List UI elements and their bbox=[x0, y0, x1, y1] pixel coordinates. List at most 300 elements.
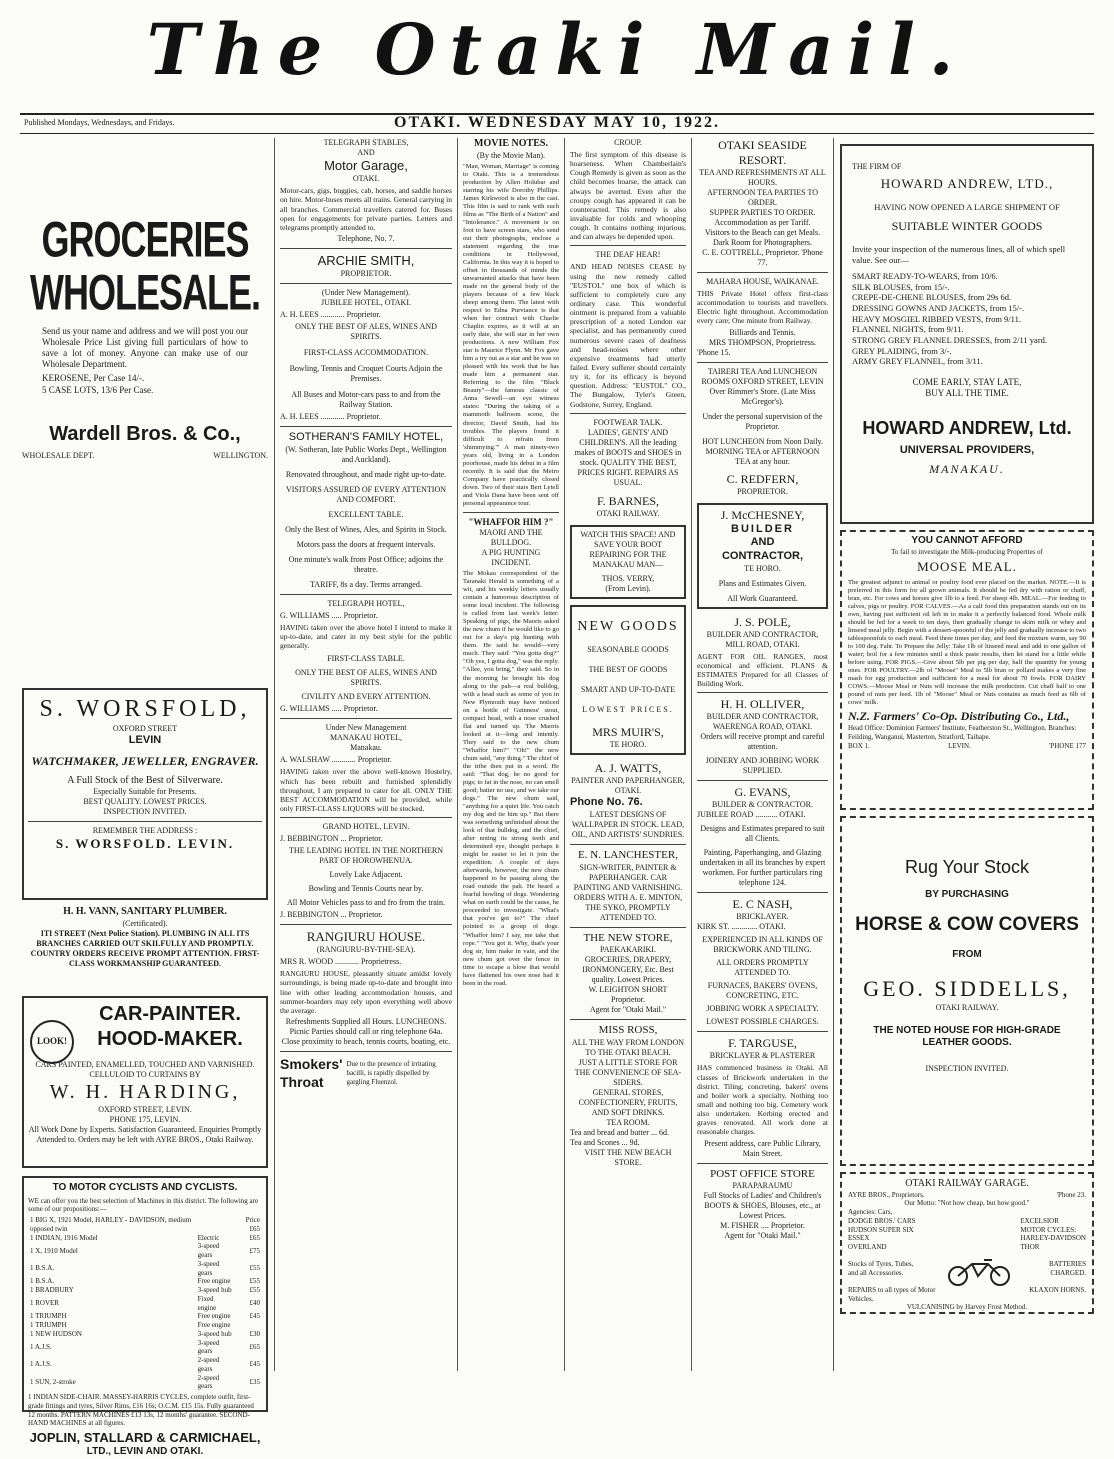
ross-body: ALL THE WAY FROM LONDON TO THE OTAKI BEACH. bbox=[571, 1038, 685, 1058]
motor-cycle-cell: Price £65 bbox=[245, 1216, 260, 1233]
siddells-ad bbox=[840, 816, 1094, 1166]
worsfold-stock: A Full Stock of the Best of Silverware. bbox=[67, 774, 223, 786]
howard-line-item: SMART READY-TO-WEARS, from 10/6. bbox=[852, 271, 998, 282]
howard-manakau: MANAKAU. bbox=[929, 461, 1005, 476]
grand-proprietor: J. BEBBINGTON ... Proprietor. bbox=[280, 834, 383, 844]
whaffor-subtitle: MAORI AND THE BULLDOG. bbox=[479, 528, 543, 548]
motor-cycle-row bbox=[28, 1286, 262, 1295]
rangiuru-picnic: Picnic Parties should call or ring telephone 64a. bbox=[289, 1027, 443, 1037]
motor-cycle-cell: 1 INDIAN, 1916 Model bbox=[30, 1233, 98, 1242]
telegraph-body: HAVING taken over the above hotel I intend to make it up-to-date, and cater in my best style for the public generally. bbox=[280, 622, 452, 651]
barnes-name: F. BARNES, bbox=[596, 493, 660, 508]
universal-providers: UNIVERSAL PROVIDERS, bbox=[899, 443, 1035, 456]
grand-hotel: GRAND HOTEL, LEVIN. bbox=[322, 822, 410, 832]
garage-heading: OTAKI RAILWAY GARAGE. bbox=[905, 1178, 1029, 1189]
garage-cycle-item: THOR bbox=[1020, 1243, 1040, 1251]
evans-painting: Painting, Paperhanging, and Glazing undertaken in all its branches by expert workmen. For further particulars ring telephone 124. bbox=[699, 848, 826, 888]
tairei-under: Under the personal supervision of the Proprietor. bbox=[702, 411, 823, 431]
rangiuru-close: Close proximity to beach, tennis courts, boating, etc. bbox=[281, 1037, 451, 1047]
motor-cycle-cell: £55 bbox=[249, 1286, 260, 1294]
grand-leading: THE LEADING HOTEL IN THE NORTHERN PART OF HOROWHENUA. bbox=[289, 846, 443, 866]
rangiuru-body: RANGIURU HOUSE, pleasantly situate amidst lovely surroundings, is being made up-to-date and brought into line with other leading accommodation houses, and summer-boarders may rely upon everything well above the average. bbox=[280, 969, 452, 1015]
motor-cycle-cell: £55 bbox=[249, 1264, 260, 1273]
garage-ad bbox=[840, 1172, 1094, 1314]
column-3 bbox=[463, 138, 559, 1374]
column-rule bbox=[457, 138, 458, 1371]
verry-town: (From Levin). bbox=[605, 583, 651, 593]
targuse-address: Present address, care Public Library, Main Street. bbox=[704, 1138, 821, 1158]
archie-role: PROPRIETOR. bbox=[340, 269, 392, 279]
evans-name: G. EVANS, bbox=[734, 785, 791, 800]
siddells-name: GEO. SIDDELLS, bbox=[863, 976, 1071, 1002]
telegraph-civility: CIVILITY AND EVERY ATTENTION. bbox=[301, 692, 431, 702]
garage-agencies: Agencies: Cars, bbox=[848, 1208, 893, 1216]
garage-cycle-item: HARLEY-DAVIDSON bbox=[1020, 1234, 1086, 1243]
jubilee-accommodation: FIRST-CLASS ACCOMMODATION. bbox=[303, 348, 429, 358]
motor-cycle-cell: £65 bbox=[249, 1233, 260, 1242]
column-rule bbox=[274, 138, 275, 1371]
manakau-management: Under New Management bbox=[325, 723, 407, 733]
footwear-heading: FOOTWEAR TALK. bbox=[593, 417, 663, 427]
olliver-name: H. H. OLLIVER, bbox=[720, 697, 805, 712]
fisher-name: M. FISHER .... Proprietor. bbox=[720, 1221, 805, 1231]
sotheran-hotel: SOTHERAN'S FAMILY HOTEL, bbox=[288, 431, 444, 444]
masthead bbox=[0, 0, 1114, 110]
motor-cycle-row bbox=[28, 1216, 262, 1234]
motor-cycle-row bbox=[28, 1295, 262, 1313]
targuse-body: HAS commenced business in Otaki. All classes of Brickwork undertaken in the district. Tiling, concreting, bakers' ovens and boiler work a specialty. Nothing too small and nothing too big. Cemetery work also undertaken. Kerbing erected and graves renovated. All work done at reasonable charges. bbox=[697, 1063, 828, 1137]
jubilee-proprietor-2: A. H. LEES ............ Proprietor. bbox=[280, 412, 381, 422]
kerosene-price: KEROSENE, Per Case 14/-. bbox=[42, 373, 145, 384]
garage-klaxon: KLAXON HORNS. bbox=[1029, 1285, 1086, 1294]
garage-batteries: BATTERIES CHARGED. bbox=[1049, 1260, 1086, 1277]
ayre-bros: AYRE BROS., Proprietors. bbox=[848, 1190, 925, 1199]
column-rule bbox=[564, 138, 565, 1371]
motor-cycle-cell: Free engine bbox=[197, 1277, 231, 1286]
verry-name: THOS. VERRY, bbox=[601, 573, 655, 583]
resort-line-4: Visitors to the Beach can get Meals. Dark Room for Photographers. bbox=[704, 228, 821, 247]
targuse-trade: BRICKLAYER & PLASTERER bbox=[709, 1051, 816, 1061]
sotheran-body: Renovated throughout, and made right up-to-date. bbox=[285, 469, 447, 479]
moose-body: The greatest adjunct to animal or poultry food ever placed on the market. NOTE.—It is preferred in this form for all grown animals. It should be fed dry with ration or chaff, bran, etc. For cows and horses give 1lb to a feed. For sheep 4lb. MEAL.—For feeding to calves, pigs or poultry. FOR CALVES.—As a calf food this preparation stands out on its own, having just sufficient oil left in to make it a perfectly balanced food. Whole milk should be fed for a week to ten days, then gradually change to skim milk or whey and linseed meal jelly. Begin with a dessert-spoonful of the jelly and gradually increase to two tablespoonfuls to each meal. Feed three times per day, and feed the mixture warm, say 90 to 100 deg. Fahr. To Prepare the Jelly: Take 1lb of linseed meal and add to one gallon of water; boil for a few minutes until a thick paste results, then let stand for a little while before using. FOR PIGS.—Give about 5lb per pig per day, half the quantity for young ones. FOR POULTRY.—2lb of "Moose" Meal to 5lb bran or pollard makes a very fine mash for egg production and sufficient for a meal for about 70 fowls. FOR DAIRY COWS.—Moose Meal or Nuts will increase the milk production. Cut chaff half to one pound of nuts per feed. 1lb of "Moose" Meal or Nuts contains as much feed as 6lb of cows' milk. bbox=[848, 578, 1086, 706]
lanchester-body: ORDERS WITH A. E. MINTON, THE SYKO, PROMPTLY ATTENDED TO. bbox=[573, 892, 683, 922]
nash-furnaces: FURNACES, BAKERS' OVENS, CONCRETING, ETC. bbox=[707, 981, 818, 1001]
motor-cycle-extra: 1 INDIAN SIDE-CHAIR. MASSEY-HARRIS CYCLES, complete outfit, first-grade fittings and tyres, Silver Rims, £16 16s; O.C.M. £15 15s. Fully guaranteed 12 months. PATTERN MACHINES £13 13s, 12 months' guarantee. SECOND-HAND MACHINES at all figures. bbox=[28, 1393, 254, 1428]
new-store-name: THE NEW STORE, bbox=[583, 931, 673, 944]
olliver-body: Orders will receive prompt and careful attention. bbox=[700, 732, 825, 752]
watts-trade: PAINTER AND PAPERHANGER, OTAKI. bbox=[571, 776, 685, 796]
howard-line-item: FLANNEL NIGHTS, from 9/11. bbox=[852, 324, 964, 335]
mchesney-trade-2: AND bbox=[750, 536, 775, 549]
worsfold-trade: WATCHMAKER, JEWELLER, ENGRAVER. bbox=[31, 753, 259, 768]
manakau-hotel: MANAKAU HOTEL, bbox=[330, 733, 402, 743]
worsfold-presents: Especially Suitable for Presents. bbox=[93, 787, 197, 797]
garage-cycle-item: MOTOR CYCLES: bbox=[1020, 1225, 1077, 1234]
howard-name: HOWARD ANDREW, LTD., bbox=[880, 176, 1054, 191]
motor-cycle-cell: 1 TRIUMPH bbox=[30, 1321, 67, 1329]
deaf-heading: THE DEAF HEAR! bbox=[595, 250, 661, 260]
smokers-body: Due to the presence of irritating bacilli, is rapidly dispelled by gargling Fluenzol. bbox=[346, 1060, 436, 1086]
jubilee-body: ONLY THE BEST OF ALES, WINES AND SPIRITS. bbox=[295, 322, 437, 342]
movie-notes-byline: (By the Movie Man). bbox=[477, 150, 545, 160]
moose-heading: MOOSE MEAL. bbox=[917, 559, 1017, 575]
harding-name: W. H. HARDING, bbox=[49, 1081, 241, 1103]
jubilee-buses: All Buses and Motor-cars pass to and from the Railway Station. bbox=[291, 390, 441, 410]
redfern-role: PROPRIETOR. bbox=[737, 486, 788, 496]
resort-line-3: SUPPER PARTIES TO ORDER. Accommodation as per Tariff. bbox=[709, 208, 816, 227]
motor-cycle-cell: Free engine bbox=[197, 1312, 231, 1321]
motor-cycle-cell: £45 bbox=[249, 1360, 260, 1369]
motor-cycle-row bbox=[28, 1234, 262, 1243]
new-store-town: PAEKAKARIKI. bbox=[600, 945, 656, 955]
motor-cycle-cell: £30 bbox=[249, 1329, 260, 1338]
rangiuru-proprietress: MRS R. WOOD ............ Proprietress. bbox=[280, 957, 402, 967]
leighton-name: W. LEIGHTON SHORT bbox=[588, 985, 668, 995]
howard-line-item: ARMY GREY FLANNEL, from 3/11. bbox=[852, 356, 983, 367]
motor-cycle-cell: £55 bbox=[249, 1277, 260, 1286]
worsfold-ad bbox=[22, 688, 268, 900]
cottrell: C. E. COTTRELL, Proprietor. 'Phone 77. bbox=[702, 248, 823, 267]
motor-cycle-cell: 1 A.J.S. bbox=[30, 1342, 52, 1351]
vann-cert: (Certificated). bbox=[122, 918, 168, 928]
manakau-proprietor: A. WALSHAW ............ Proprietor. bbox=[280, 755, 392, 765]
telegraph-ales: ONLY THE BEST OF ALES, WINES AND SPIRITS. bbox=[295, 668, 437, 688]
mchesney-name: J. McCHESNEY, bbox=[720, 507, 805, 522]
barnes-address: OTAKI RAILWAY. bbox=[596, 508, 660, 518]
groceries-title: GROCERIES bbox=[41, 210, 249, 268]
motorcycle-icon bbox=[944, 1252, 1014, 1286]
column-rule bbox=[691, 138, 692, 1371]
telegraph-table: FIRST-CLASS TABLE. bbox=[327, 654, 405, 664]
mahara-billiards: Billiards and Tennis. bbox=[729, 327, 796, 337]
sotheran-walk: One minute's walk from Post Office; adjoins the theatre. bbox=[288, 554, 444, 574]
motor-cycle-cell: £35 bbox=[249, 1377, 260, 1386]
watts-body: LATEST DESIGNS OF WALLPAPER IN STOCK. LEAD, OIL, AND ARTISTS' SUNDRIES. bbox=[571, 809, 685, 839]
motor-cycle-row bbox=[28, 1277, 262, 1286]
pole-body: AGENT FOR OIL RANGES, most economical and efficient. PLANS & ESTIMATES Prepared for all Classes of Building Work. bbox=[697, 651, 828, 689]
worsfold-invite: INSPECTION INVITED. bbox=[103, 807, 187, 817]
nash-orders: ALL ORDERS PROMPTLY ATTENDED TO. bbox=[716, 958, 809, 978]
farmers-box: BOX 1. bbox=[848, 741, 870, 750]
howard-line-item: STRONG GREY FLANNEL DRESSES, from 2/11 yard. bbox=[852, 334, 1048, 345]
motor-cycle-cell: £40 bbox=[249, 1299, 260, 1308]
sotheran-owner: (W. Sotheran, late Public Works Dept., Wellington and Auckland). bbox=[285, 444, 447, 464]
new-goods-line-3: SMART AND UP-TO-DATE bbox=[580, 685, 676, 695]
olliver-trade: BUILDER AND CONTRACTOR, WAERENGA ROAD, OTAKI. bbox=[706, 712, 819, 732]
lanchester-trade: SIGN-WRITER, PAINTER & PAPERHANGER. CAR PAINTING AND VARNISHING. bbox=[573, 862, 683, 892]
having-opened: HAVING NOW OPENED A LARGE SHIPMENT OF bbox=[874, 202, 1060, 213]
rangiuru-house: RANGIURU HOUSE. bbox=[306, 929, 426, 945]
resort-line-2: AFTERNOON TEA PARTIES TO ORDER. bbox=[706, 188, 819, 207]
movie-notes-heading: MOVIE NOTES. bbox=[474, 138, 548, 149]
farmers-office: Head Office: Dominion Farmers' Institute, Featherston St., Wellington. Branches: Feilding, Wanganui, Masterton, Stratford, Taihape. bbox=[848, 724, 1077, 741]
motor-cycle-row bbox=[28, 1356, 262, 1374]
nash-name: E. C NASH, bbox=[732, 897, 793, 912]
garage-vulcanising: VULCANISING by Harvey Frost Method. bbox=[906, 1303, 1028, 1312]
wardell-bros: Wardell Bros. & Co., bbox=[49, 422, 241, 445]
deaf-text: AND HEAD NOISES CEASE by using the new remedy called "EUSTOL" one box of which is sufficient to completely cure any ordinary case. This wonderful ointment is prepared from a valuable prescription of a noted London ear specialist, and has permanently cured numerous severe cases of deafness and head-noises where other expensive treatments had utterly failed. Every sufferer should certainly try it, for its efficacy is beyond question. Address: "EUSTOL" CO., The Bungalow, Tyler's Green, Godstone, Surrey, England. bbox=[570, 262, 686, 409]
from-label: FROM bbox=[952, 948, 982, 960]
motor-cycle-cell: 1 B.S.A. bbox=[30, 1277, 55, 1286]
redfern-name: C. REDFERN, bbox=[726, 471, 799, 486]
watch-text: WATCH THIS SPACE! AND SAVE YOUR BOOT REPAIRING FOR THE MANAKAU MAN— bbox=[580, 529, 676, 569]
motor-garage: Motor Garage, bbox=[324, 158, 408, 173]
garage-car-item: ESSEX bbox=[848, 1234, 870, 1243]
howard-big: HOWARD ANDREW, Ltd. bbox=[862, 418, 1072, 439]
column-rule bbox=[833, 138, 834, 1371]
tairei-rooms: TAIRERI TEA And LUNCHEON ROOMS OXFORD STREET, LEVIN Over Rimmer's Store. (Late Miss McGregor's). bbox=[701, 366, 824, 406]
muirs-name: MRS MUIR'S, bbox=[592, 725, 664, 740]
garage-motto: Our Motto: "Not how cheap, but how good." bbox=[904, 1199, 1030, 1208]
motor-cycle-cell: £45 bbox=[249, 1312, 260, 1321]
muirs-ad bbox=[570, 605, 686, 756]
harding-ad bbox=[22, 996, 268, 1168]
post-office-body: Full Stocks of Ladies' and Children's BOOTS & SHOES, Blouses, etc., at Lowest Prices. bbox=[703, 1191, 822, 1221]
nash-jobbing: JOBBING WORK A SPECIALTY. bbox=[706, 1004, 819, 1014]
issue-date: OTAKI. WEDNESDAY MAY 10, 1922. bbox=[394, 114, 720, 131]
telegraph-stables: TELEGRAPH STABLES, bbox=[323, 138, 409, 147]
lanchester-name: E. N. LANCHESTER, bbox=[578, 848, 678, 861]
manakau-town: Manakau. bbox=[350, 743, 382, 753]
footwear-text: LADIES', GENTS' AND CHILDREN'S. All the leading makes of BOOTS and SHOES in stock. QUALITY THE BEST, PRICES RIGHT. REPAIRS AS USUAL. bbox=[574, 427, 682, 487]
nash-lowest: LOWEST POSSIBLE CHARGES. bbox=[706, 1017, 819, 1027]
joplin-name: JOPLIN, STALLARD & CARMICHAEL, bbox=[29, 1430, 261, 1445]
pole-trade: BUILDER AND CONTRACTOR, MILL ROAD, OTAKI. bbox=[706, 629, 819, 649]
motor-cycle-intro: WE can offer you the best selection of Machines in this district. The following are some of our propositions:— bbox=[28, 1196, 259, 1214]
mchesney-work: All Work Guaranteed. bbox=[727, 593, 798, 603]
garage-tyres: Stocks of Tyres, Tubes, and all Accessories. bbox=[848, 1260, 914, 1277]
wardell-town: WELLINGTON. bbox=[213, 450, 268, 460]
column-1 bbox=[22, 138, 268, 1458]
motor-cycle-row bbox=[28, 1321, 262, 1330]
mchesney-town: TE HORO. bbox=[744, 563, 781, 573]
verry-ad bbox=[570, 525, 686, 599]
grand-bowling: Bowling and Tennis Courts near by. bbox=[308, 884, 424, 894]
harding-phone: PHONE 175, LEVIN. bbox=[109, 1115, 181, 1124]
winter-goods: SUITABLE WINTER GOODS bbox=[891, 218, 1043, 233]
leighton-agent: Agent for "Otaki Mail." bbox=[589, 1005, 667, 1015]
motor-cycle-cell: 3-speed gears bbox=[197, 1242, 220, 1259]
telegraph-proprietor: G. WILLIAMS ..... Proprietor. bbox=[280, 610, 378, 620]
new-goods-line-4: LOWEST PRICES. bbox=[582, 705, 674, 715]
whaffor-text: The Mokau correspondent of the Taranaki Herald is something of a wit, and his weekly letters usually contain a humorous description of some local incident. The following is culled from last week's letter: Speaking of pigs, the Maoris asked the new chum if he would like to go out for a day's pig hunting with them. He said he would—very much. They said: "You gotta dog?" "Oh yes, I gotta dog," was the reply. "Allee, you bring," they said. So in the morning he brought his dog along to the pah—a real bulldog, with a head such as some of you in New Plymouth may have noticed on a bottle of Guinness' stout, compact head, with a nose crushed flat and turned up. The Maoris looked at it—long and intently. They said to the new chum "Whaffor him?" "Oh!" the new chum said, "any thing." The chief of the tribe then put in a word. He said: "That dog, he no good for pigs; to fat in the nose, no can smell good; batter no use, and we take our dogs." The new chum said, "anything for a quiet life. You catch my dog and tie him up." But there was something unfinished about the look of that bulldog, and the chief, after noting its strong teeth and determined eye, thought perhaps it might be easier to let it join the expedition. A couple of days afterwards, however, the new chum happened to be passing along the road outside the pah. He heard a fearful howling of dogs. Wondering what on earth could be the cause, he proceeded to investigate. "What's that you've got to?" The chief pointed to a group of dogs. "Whaffor him? I say, me take that rope." "You got it. Why, that's your dog sir, him make in vain, and the new chum got over the fence in time to escape a blow that would have flattened his own nose had it been in the road. bbox=[463, 570, 559, 987]
garage-cycle-item: EXCELSIOR bbox=[1020, 1216, 1059, 1225]
motor-cycle-heading: TO MOTOR CYCLISTS AND CYCLISTS. bbox=[52, 1182, 238, 1193]
wardell-dept: WHOLESALE DEPT. bbox=[22, 450, 95, 460]
column-6 bbox=[840, 138, 1094, 1374]
cannot-afford-2: To fail to investigate the Milk-producing Properties of bbox=[891, 547, 1043, 556]
vann-body: ITI STREET (Next Police Station). PLUMBING IN ALL ITS BRANCHES CARRIED OUT SKILFULLY AND PROMPTLY. COUNTRY ORDERS RECEIVE PROMPT ATTENTION. FIRST-CLASS WORKMANSHIP GUARANTEED. bbox=[30, 928, 260, 968]
garage-car-item: HUDSON SUPER SIX bbox=[848, 1225, 914, 1234]
motor-cycle-cell: 2-speed gears bbox=[197, 1356, 220, 1373]
sotheran-motors: Motors pass the doors at frequent intervals. bbox=[296, 539, 436, 549]
garage-repairs: REPAIRS to all types of Motor Vehicles. bbox=[848, 1285, 936, 1303]
worsfold-signature: S. WORSFOLD. LEVIN. bbox=[55, 836, 235, 852]
jubilee-hotel: JUBILEE HOTEL, OTAKI. bbox=[320, 298, 411, 308]
rangiuru-subtitle: (RANGIURU-BY-THE-SEA). bbox=[316, 945, 416, 955]
rangiuru-refreshments: Refreshments Supplied all Hours. LUNCHEONS. bbox=[285, 1017, 447, 1027]
howard-line-item: CREPE-DE-CHENE BLOUSES, from 29s 6d. bbox=[852, 292, 1012, 303]
kerosene-bulk-price: 5 CASE LOTS, 13/6 Per Case. bbox=[42, 384, 154, 395]
motor-cycle-cell: 1 BIG X, 1921 Model, HARLEY - DAVIDSON, medium opposed twin bbox=[30, 1216, 192, 1233]
motor-cycle-cell: 3-speed gears bbox=[197, 1338, 220, 1356]
garage-cycles-list bbox=[1020, 1217, 1086, 1252]
nash-street: KIRK ST. ............. OTAKI. bbox=[697, 922, 786, 932]
post-office-store: POST OFFICE STORE bbox=[710, 1167, 815, 1180]
pole-name: J. S. POLE, bbox=[734, 614, 791, 629]
ross-name: MISS ROSS, bbox=[598, 1024, 658, 1037]
publication-days: Published Mondays, Wednesdays, and Fridays. bbox=[24, 118, 175, 127]
fisher-agent: Agent for "Otaki Mail." bbox=[724, 1231, 801, 1241]
leighton-role: Proprietor. bbox=[611, 995, 645, 1005]
farmers-coop: N.Z. Farmers' Co-Op. Distributing Co., Ltd., bbox=[848, 709, 1070, 723]
car-painter-heading: CAR-PAINTER. bbox=[99, 1003, 241, 1025]
groceries-body: Send us your name and address and we will post you our Wholesale Price List giving full particulars of how to save a lot of money. Anyone can make use of our Wholesale Department. bbox=[42, 325, 248, 369]
howard-lines bbox=[852, 271, 1082, 367]
harding-body: All Work Done by Experts. Satisfaction Guaranteed. Enquiries Promptly Attended to. Orders may be left with AYRE BROS., Otaki Railway. bbox=[28, 1125, 262, 1144]
motor-cycle-cell: 1 BRADBURY bbox=[30, 1286, 74, 1294]
resort-heading: OTAKI SEASIDE RESORT. bbox=[718, 138, 807, 167]
resort-line-1: TEA AND REFRESHMENTS AT ALL HOURS. bbox=[699, 168, 826, 187]
howard-line-item: HEAVY MOSGIEL RIBBED VESTS, from 9/11. bbox=[852, 313, 1021, 324]
ross-tea-2: Tea and Scones ... 9d. bbox=[570, 1138, 640, 1148]
motor-cycle-cell: 1 X, 1910 Model bbox=[30, 1246, 78, 1255]
howard-andrew-ad bbox=[840, 144, 1094, 524]
moose-meal-ad bbox=[840, 530, 1094, 810]
ross-tea-room: TEA ROOM. bbox=[606, 1118, 650, 1128]
motor-cycle-cell: 1 A.J.S. bbox=[30, 1360, 52, 1369]
dateline bbox=[20, 113, 1094, 134]
movie-notes-text: "Man, Woman, Marriage" is coming to Otaki. This is a tremendous production by Allen Holubar and starring his wife Dorothy Phillips. James Kirkwood is also in the cast. This film is said to rank with such films as "The Birth of a Nation" and "Intolerance." A movement is on foot to have screen stars, who send out their photographs, enclose a statement regarding the true conditions in Hollywood, California. In this way it is hoped to offset in thousands of minds the unwarranted attacks that have been made on the general body of the players because of a few black sheep among them. The latest with respect to Edna Purviance is that when her contract with Charlie Chaplin expires, as it will at an early date, she will star in her own productions. A new William Fox star is Maurice Flynn. Mr Fox gave him a try out as a star and he was so pleased with his work that he has made him a permanent star. Referring to the film "Black Beauty"—the famous classic of Anna Sewell—an eye witness states: "During the taking of a mammoth ballroom scene, the director, David Smith, had his troubles. The players found it difficult to refrain from 'shimmying.'" A man ninety-two years old, living in a London poorhouse, made his debut in a film recently. It is said that the Metro Company have practically closed down. Two of their stars Bert Lytell and Viola Dana have been sent off personal appearance tour. bbox=[463, 162, 559, 507]
motor-cycle-cell: £65 bbox=[249, 1342, 260, 1351]
ross-tea-1: Tea and bread and butter ... 6d. bbox=[570, 1128, 669, 1138]
evans-road: JUBILEE ROAD ........... OTAKI. bbox=[697, 810, 806, 820]
post-office-town: PARAPARAUMU bbox=[732, 1181, 793, 1191]
evans-body: Designs and Estimates prepared to suit all Clients. bbox=[700, 824, 825, 844]
ross-store: JUST A LITTLE STORE FOR THE CONVENIENCE OF SEA-SIDERS. bbox=[574, 1058, 682, 1088]
whaffor-heading: "WHAFFOR HIM ?" bbox=[468, 516, 554, 527]
invite-text: Invite your inspection of the numerous lines, all of which spell value. See our— bbox=[852, 243, 1066, 265]
mahara-phone: 'Phone 15. bbox=[697, 347, 731, 357]
ayre-phone: 'Phone 23. bbox=[1056, 1190, 1086, 1199]
worsfold-name: S. WORSFOLD, bbox=[39, 696, 251, 722]
mchesney-ad bbox=[697, 503, 828, 609]
motor-cycle-table bbox=[28, 1216, 262, 1391]
grand-lake: Lovely Lake Adjacent. bbox=[329, 870, 403, 880]
motor-cycle-row bbox=[28, 1242, 262, 1260]
sotheran-tariff: TARIFF, 8s a day. Terms arranged. bbox=[310, 579, 422, 589]
garage-car-item: DODGE BROS.' CARS bbox=[848, 1216, 916, 1225]
garage-car-item: OVERLAND bbox=[848, 1243, 887, 1251]
worsfold-remember: REMEMBER THE ADDRESS : bbox=[92, 826, 198, 836]
howard-line-item: SILK BLOUSES, from 15/-. bbox=[852, 281, 950, 292]
sotheran-visitors: VISITORS ASSURED OF EVERY ATTENTION AND COMFORT. bbox=[285, 484, 446, 504]
motor-cycle-cell: 1 SUN, 2-stroke bbox=[30, 1377, 76, 1386]
croup-text: The first symptom of this disease is hoarseness. When Chamberlain's Cough Remedy is given as soon as the child becomes hoarse, the attack can always be averted. Even after the croupy cough has appeared it can be counteracted. This remedy is also invaluable for colds and whooping cough. It contains nothing injurious, and can always be depended upon. bbox=[570, 150, 686, 242]
muirs-town: TE HORO. bbox=[609, 740, 647, 750]
motor-cycle-row bbox=[28, 1374, 262, 1392]
archie-smith: ARCHIE SMITH, bbox=[317, 252, 415, 268]
motor-cycle-cell: £75 bbox=[249, 1246, 260, 1255]
evans-trade: BUILDER & CONTRACTOR. bbox=[712, 800, 813, 810]
motor-cycle-cell: 1 B.S.A. bbox=[30, 1264, 55, 1273]
motor-cycle-row bbox=[28, 1330, 262, 1339]
motor-cycle-row bbox=[28, 1312, 262, 1321]
jubilee-management: (Under New Management). bbox=[321, 288, 411, 298]
motor-cycle-cell: 1 TRIUMPH bbox=[30, 1312, 67, 1321]
firm-of: THE FIRM OF bbox=[852, 162, 902, 171]
horse-cow-covers: HORSE & COW COVERS bbox=[855, 914, 1079, 935]
motor-cycle-cell: Free engine bbox=[197, 1321, 231, 1329]
noted-house: THE NOTED HOUSE FOR HIGH-GRADE LEATHER GOODS. bbox=[873, 1024, 1061, 1049]
ross-visit: VISIT THE NEW BEACH STORE. bbox=[584, 1148, 672, 1168]
come-early: COME EARLY, STAY LATE, bbox=[912, 376, 1022, 387]
nash-body: EXPERIENCED IN ALL KINDS OF BRICKWORK AND TILING. bbox=[702, 935, 823, 955]
joplin-towns: LTD., LEVIN AND OTAKI. bbox=[86, 1446, 204, 1458]
new-store-body: GROCERIES, DRAPERY, IRONMONGERY, Etc. Best quality. Lowest Prices. bbox=[582, 955, 674, 985]
telegraph-proprietor-2: G. WILLIAMS ..... Proprietor. bbox=[280, 704, 378, 714]
sotheran-table: EXCELLENT TABLE. bbox=[328, 509, 404, 519]
and-label: AND bbox=[357, 148, 375, 157]
otaki-label: OTAKI. bbox=[352, 174, 380, 184]
whaffor-subtitle-2: A PIG HUNTING INCIDENT. bbox=[481, 548, 541, 568]
newspaper-title: The Otaki Mail. bbox=[146, 8, 968, 91]
motor-cycle-row bbox=[28, 1339, 262, 1357]
column-2 bbox=[280, 138, 452, 1374]
grand-vehicles: All Motor Vehicles pass to and fro from the train. bbox=[286, 898, 446, 908]
howard-line-item: GREY PLAIDING, from 3/-. bbox=[852, 345, 952, 356]
groceries-ad bbox=[22, 210, 268, 588]
new-goods-line-2: THE BEST OF GOODS bbox=[588, 665, 668, 675]
motor-cycle-cell: Fixed engine bbox=[197, 1294, 217, 1312]
wholesale-title: WHOLESALE. bbox=[30, 262, 260, 321]
column-4 bbox=[570, 138, 686, 1374]
mahara-proprietress: MRS THOMPSON, Proprietress. bbox=[709, 337, 816, 347]
farmers-phone: 'PHONE 177 bbox=[1049, 741, 1086, 750]
watts-phone: Phone No. 76. bbox=[570, 796, 643, 809]
motor-cycle-row bbox=[28, 1260, 262, 1278]
motor-cycle-cell: 3-speed hub bbox=[197, 1286, 232, 1294]
telegraph-hotel: TELEGRAPH HOTEL, bbox=[327, 598, 405, 608]
mahara-house: MAHARA HOUSE, WAIKANAE. bbox=[706, 277, 819, 286]
smokers-throat: Smokers' Throat bbox=[280, 1056, 343, 1090]
manakau-body: HAVING taken over the above well-known Hostelry, which has been rebuilt and furnished splendidly throughout, I am prepared to cater for all. ONLY THE BEST ACCOMMODATION will be provided, while only FIRST-CLASS LIQUORS will be stocked. bbox=[280, 767, 452, 813]
stables-telephone: Telephone, No. 7. bbox=[337, 233, 395, 243]
motor-cycle-cell bbox=[196, 1216, 235, 1234]
mahara-body: THIS Private Hotel offers first-class accommodation to tourists and travellers. Electric light throughout. Accommodation every care; One minute from Railway. bbox=[697, 289, 828, 326]
vann-ad bbox=[22, 906, 268, 990]
buy-all: BUY ALL THE TIME. bbox=[925, 388, 1009, 398]
targuse-name: F. TARGUSE, bbox=[728, 1036, 797, 1051]
tairei-hot: HOT LUNCHEON from Noon Daily. MORNING TEA or AFTERNOON TEA at any hour. bbox=[702, 436, 823, 466]
farmers-town: LEVIN. bbox=[948, 741, 971, 750]
motor-cycle-cell bbox=[234, 1321, 262, 1330]
nash-trade: BRICKLAYER. bbox=[736, 912, 789, 922]
ross-goods: GENERAL STORES, CONFECTIONERY, FRUITS, AND SOFT DRINKS. bbox=[578, 1088, 678, 1118]
worsfold-quality: BEST QUALITY. LOWEST PRICES. bbox=[83, 797, 207, 807]
car-body: CARS PAINTED, ENAMELLED, TOUCHED AND VARNISHED. CELLULOID TO CURTAINS BY bbox=[35, 1060, 255, 1079]
hood-maker-heading: HOOD-MAKER. bbox=[97, 1028, 243, 1050]
motor-cycle-cell: Electric bbox=[197, 1233, 220, 1242]
groceries-heading bbox=[22, 210, 268, 321]
worsfold-town: LEVIN bbox=[128, 734, 162, 746]
motor-cycle-cell: 2-speed gears bbox=[197, 1373, 220, 1391]
olliver-joinery: JOINERY AND JOBBING WORK SUPPLIED. bbox=[705, 756, 820, 776]
motor-cycle-cell: 1 ROVER bbox=[30, 1299, 59, 1308]
look-badge: LOOK! bbox=[30, 1020, 74, 1064]
howard-line-item: DRESSING GOWNS AND JACKETS, from 15/-. bbox=[852, 303, 1025, 313]
motor-cycle-cell: 3-speed hub bbox=[197, 1329, 232, 1338]
